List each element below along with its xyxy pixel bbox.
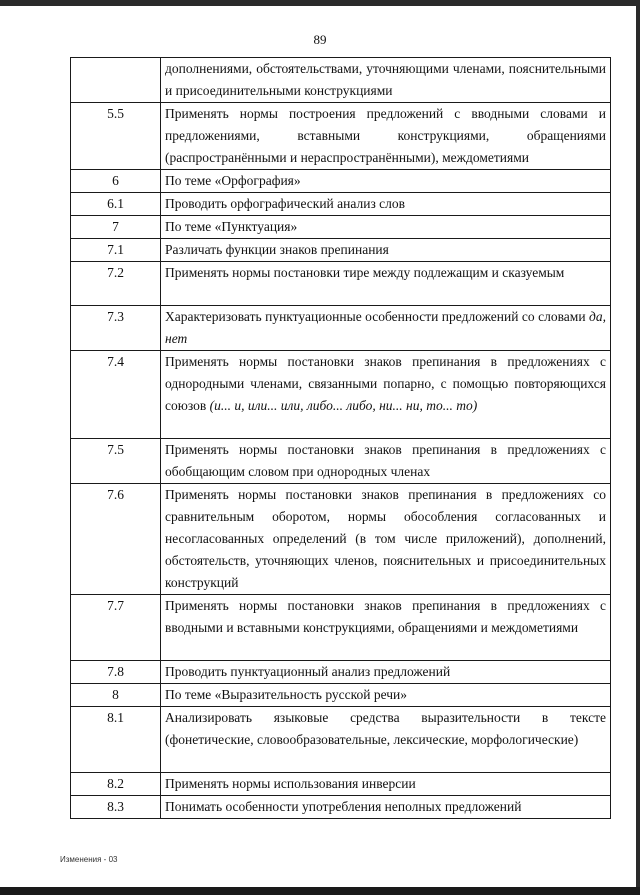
scan-edge-right <box>636 0 640 895</box>
row-number: 7.7 <box>71 595 161 661</box>
row-number: 8.1 <box>71 707 161 773</box>
row-text: Различать функции знаков препинания <box>161 239 611 262</box>
row-number: 7.5 <box>71 439 161 484</box>
row-number: 8 <box>71 684 161 707</box>
row-number: 7.1 <box>71 239 161 262</box>
row-text: Понимать особенности употребления неполных предложений <box>161 796 611 819</box>
table-row <box>71 351 611 439</box>
requirements-table <box>70 57 611 819</box>
row-text: Применять нормы постановки знаков препинания в предложениях с вводными и вставными конструкциями, обращениями и междометиями <box>161 595 611 661</box>
row-text: По теме «Выразительность русской речи» <box>161 684 611 707</box>
table-row <box>71 58 611 103</box>
row-number: 6.1 <box>71 193 161 216</box>
row-text: По теме «Пунктуация» <box>161 216 611 239</box>
row-text: Применять нормы постановки тире между подлежащим и сказуемым <box>161 262 611 306</box>
row-number: 8.3 <box>71 796 161 819</box>
table-row <box>71 484 611 595</box>
table-row <box>71 103 611 170</box>
table-row <box>71 216 611 239</box>
row-text: Применять нормы постановки знаков препинания в предложениях с однородными членами, связанными попарно, с помощью повторяющихся союзов (и... и, или... или, либо... либо, ни... ни, то... то) <box>161 351 611 439</box>
table-row <box>71 170 611 193</box>
row-number: 7 <box>71 216 161 239</box>
row-number: 6 <box>71 170 161 193</box>
row-text: дополнениями, обстоятельствами, уточняющими членами, пояснительными и присоединительными конструкциями <box>161 58 611 103</box>
table-row <box>71 306 611 351</box>
row-number: 7.4 <box>71 351 161 439</box>
row-number: 7.8 <box>71 661 161 684</box>
table-row <box>71 773 611 796</box>
table-row <box>71 796 611 819</box>
row-text: Применять нормы использования инверсии <box>161 773 611 796</box>
table-row <box>71 193 611 216</box>
scan-edge-bottom <box>0 887 640 895</box>
row-number: 5.5 <box>71 103 161 170</box>
row-text: Проводить пунктуационный анализ предложений <box>161 661 611 684</box>
row-number: 8.2 <box>71 773 161 796</box>
row-text: Применять нормы постановки знаков препинания в предложениях с обобщающим словом при однородных членах <box>161 439 611 484</box>
scan-edge-top <box>0 0 640 6</box>
table-row <box>71 661 611 684</box>
row-text: По теме «Орфография» <box>161 170 611 193</box>
page-number: 89 <box>313 32 327 47</box>
row-number: 7.6 <box>71 484 161 595</box>
revision-footer: Изменения - 03 <box>60 855 118 864</box>
table-row <box>71 707 611 773</box>
row-number <box>71 58 161 103</box>
row-number: 7.2 <box>71 262 161 306</box>
table-row <box>71 439 611 484</box>
table-row <box>71 262 611 306</box>
table-row <box>71 239 611 262</box>
row-text: Применять нормы постановки знаков препинания в предложениях со сравнительным оборотом, нормы обособления согласованных и несогласованных определений (в том числе приложений), дополнений, обстоятельств, уточняющих членов, пояснительных и присоединительных конструкций <box>161 484 611 595</box>
row-text: Характеризовать пунктуационные особенности предложений со словами да, нет <box>161 306 611 351</box>
table-row <box>71 684 611 707</box>
row-text: Применять нормы построения предложений с вводными словами и предложениями, вставными конструкциями, обращениями (распространёнными и нераспространёнными), междометиями <box>161 103 611 170</box>
row-number: 7.3 <box>71 306 161 351</box>
row-text: Анализировать языковые средства выразительности в тексте (фонетические, словообразовательные, лексические, морфологические) <box>161 707 611 773</box>
row-text: Проводить орфографический анализ слов <box>161 193 611 216</box>
table-row <box>71 595 611 661</box>
